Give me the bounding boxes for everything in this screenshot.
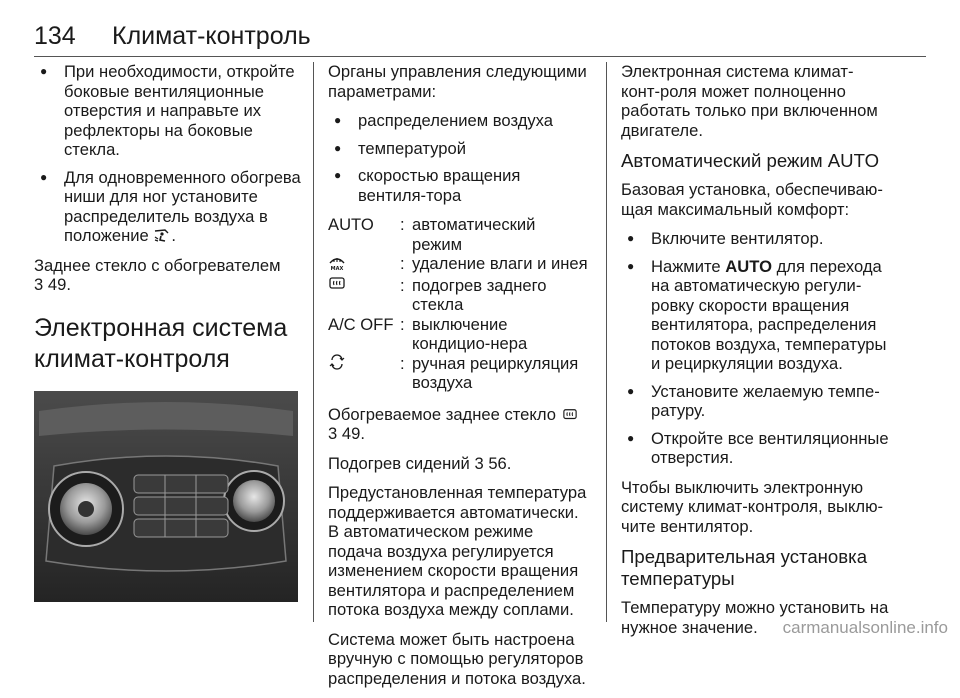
- col2-rear-window-para: Обогреваемое заднее стекло 3 49.: [328, 405, 590, 444]
- col2-seat-heat-para: Подогрев сидений 3 56.: [328, 453, 512, 473]
- column-1: [34, 62, 304, 602]
- def-term-ac-off: A/C OFF: [328, 314, 394, 334]
- col2-bullet-1: ● распределением воздуха: [328, 111, 590, 131]
- watermark: carmanualsonline.info: [782, 618, 948, 637]
- col3-bullet-2: ● Нажмите AUTO для перехода на автоматическую регули-ровку скорости вращения вентилятора, распределения потоков воздуха, температуры и рециркуляции воздуха.: [621, 257, 891, 374]
- col3-bullet-1: ● Включите вентилятор.: [621, 229, 891, 249]
- col2-preset-para: Предустановленная температура поддерживается автоматически. В автоматическом режиме подача воздуха регулируется изменением скорости вращения вентилятора и распределением потока воздуха между соплами.: [328, 483, 587, 619]
- col3-bullet-4: ● Откройте все вентиляционные отверстия.: [621, 429, 891, 468]
- col1-bullet-1: ● При необходимости, откройте боковые вентиляционные отверстия и направьте их рефлекторы на боковые стекла.: [34, 62, 304, 160]
- col2-bullet-2: ● температурой: [328, 139, 590, 159]
- auto-label: AUTO: [725, 256, 772, 276]
- def-row-defrost: MAX : удаление влаги и инея: [328, 254, 590, 276]
- def-row-ac-off: A/C OFF : выключение кондицио-нера: [328, 315, 590, 354]
- col1-bullet-list: [34, 62, 304, 246]
- def-desc: удаление влаги и инея: [412, 254, 588, 273]
- rear-window-heater-icon: [561, 408, 579, 422]
- preset-heading: Предварительная установка температуры: [621, 546, 868, 589]
- ref-arrow-icon: 3: [474, 453, 484, 473]
- panel-button-row-1[interactable]: [134, 475, 228, 493]
- ref-arrow-icon: 3: [328, 424, 338, 443]
- def-desc: выключение кондицио-нера: [412, 314, 528, 353]
- page-title: Климат-контроль: [112, 22, 311, 50]
- col2-intro: Органы управления следующими параметрами:: [328, 62, 587, 101]
- column-divider-2: [606, 62, 607, 622]
- def-term-auto: AUTO: [328, 215, 374, 234]
- climate-panel-image: [34, 391, 298, 602]
- col1-rear-window-para: Заднее стекло с обогревателем 3 49.: [34, 255, 281, 294]
- col3-intro: Электронная система климат-конт-роля может полноценно работать только при включенном двигателе.: [621, 62, 878, 140]
- section-heading: Электронная система климат-контроля: [34, 313, 288, 373]
- col2-bullet-3: ● скоростью вращения вентиля-тора: [328, 166, 590, 205]
- def-row-auto: AUTO : автоматический режим: [328, 215, 590, 254]
- col2-bullet-list: [328, 111, 590, 205]
- column-2: [328, 62, 590, 698]
- max-defrost-icon: [328, 254, 346, 271]
- panel-button-row-2[interactable]: [134, 497, 228, 515]
- col3-bullet-list: [621, 229, 891, 468]
- column-divider-1: [313, 62, 314, 622]
- header-rule: [34, 56, 926, 57]
- page-number: 134: [34, 22, 76, 50]
- page-ref[interactable]: 49.: [341, 424, 365, 443]
- col1-bullet-2: ● Для одновременного обогрева ниши для ног установите распределитель воздуха в положение .: [34, 168, 304, 246]
- col3-off-para: Чтобы выключить электронную систему климат-контроля, выклю-чите вентилятор.: [621, 477, 884, 536]
- fan-speed-knob[interactable]: [233, 480, 275, 522]
- auto-mode-heading: Автоматический режим AUTO: [621, 150, 880, 171]
- svg-text:MAX: MAX: [330, 266, 344, 271]
- col3-basic: Базовая установка, обеспечиваю-щая максимальный комфорт:: [621, 180, 883, 219]
- def-desc: подогрев заднего стекла: [412, 275, 547, 314]
- col3-bullet-3: ● Установите желаемую темпе-ратуру.: [621, 382, 891, 421]
- def-desc: автоматический режим: [412, 215, 536, 254]
- def-row-rear-heat: : подогрев заднего стекла: [328, 276, 590, 315]
- column-3: [621, 62, 891, 647]
- panel-button-row-3[interactable]: [134, 519, 228, 537]
- page-ref[interactable]: 49.: [47, 275, 71, 294]
- col3-set-para: Температуру можно установить на нужное значение.: [621, 598, 889, 637]
- page-ref[interactable]: 56.: [488, 453, 512, 473]
- def-desc: ручная рециркуляция воздуха: [412, 353, 579, 392]
- control-definitions: [328, 215, 590, 393]
- col2-manual-para: Система может быть настроена вручную с помощью регуляторов распределения и потока воздуха.: [328, 629, 586, 688]
- climate-panel-photo: [34, 391, 298, 602]
- footwell-windscreen-icon: [153, 228, 171, 243]
- ref-arrow-icon: 3: [34, 275, 44, 294]
- def-row-recirc: : ручная рециркуляция воздуха: [328, 354, 590, 393]
- rear-window-heater-icon: [328, 276, 346, 292]
- page-header: [34, 22, 926, 56]
- recirculation-icon: [328, 354, 346, 370]
